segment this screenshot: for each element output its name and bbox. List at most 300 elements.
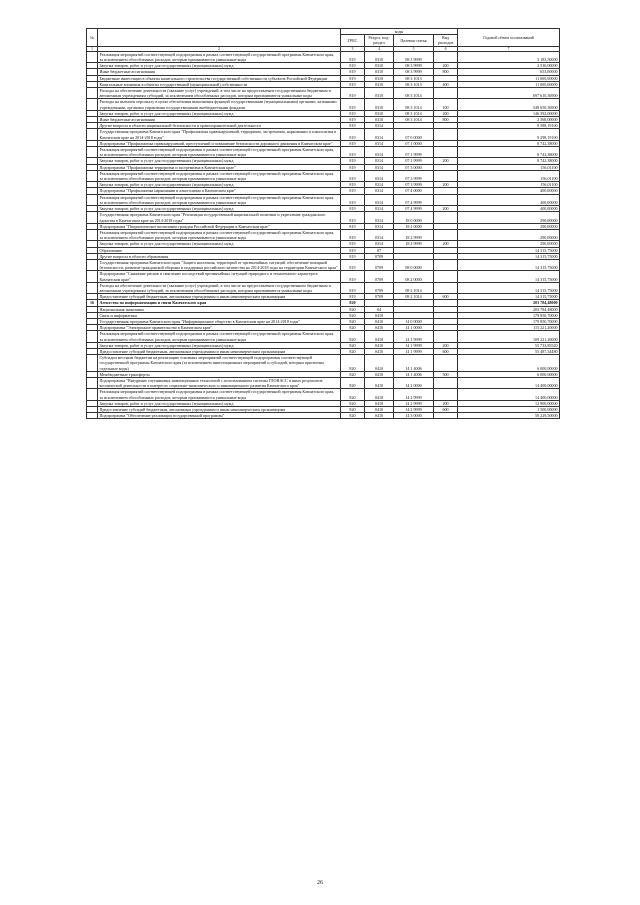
row-target-article: 08 3 9999 (394, 69, 434, 75)
row-expense-type: 200 (434, 206, 458, 212)
row-name: Подпрограмма "Обеспечение реализации государственной программы" (98, 413, 341, 419)
row-target-article: 14 1 9999 (394, 348, 434, 354)
row-number (87, 51, 98, 62)
row-amount: 203 784,48000 (458, 306, 560, 312)
row-target-article: 08 3 9999 (394, 63, 434, 69)
row-amount: 55 487,34480 (458, 348, 560, 354)
row-name: Предоставление субсидий бюджетным, автономным учреждениям и иным некоммерческим организациям (98, 294, 341, 300)
column-index: 3 (341, 46, 365, 51)
budget-table (86, 28, 560, 419)
row-grbs: 820 (341, 306, 365, 312)
row-grbs: 820 (341, 355, 365, 372)
row-expense-type (434, 170, 458, 181)
row-amount: 203 784,48000 (458, 300, 560, 306)
row-amount: 2 568,00000 (458, 117, 560, 123)
row-amount: 6 000,00000 (458, 355, 560, 372)
row-number (87, 194, 98, 205)
row-name: Предоставление субсидий бюджетным, автономным учреждениям и иным некоммерческим организациям (98, 348, 341, 354)
row-expense-type (434, 331, 458, 342)
row-name: Подпрограмма "Профилактика наркомании и алкоголизма в Камчатском крае" (98, 188, 341, 194)
row-target-article: 14 0 0000 (394, 318, 434, 324)
row-target-article: 14 1 4006 (394, 355, 434, 372)
row-razdel: 0310 (365, 99, 394, 110)
row-name: Бюджетные инвестиции в объекты капитального строительства государственной собственности субъектов Российской Федерации (98, 75, 341, 81)
column-index: 6 (434, 46, 458, 51)
row-grbs: 819 (341, 282, 365, 293)
row-grbs: 819 (341, 294, 365, 300)
row-grbs: 820 (341, 407, 365, 413)
row-expense-type: 200 (434, 110, 458, 116)
row-amount: 3 183,50000 (458, 51, 560, 62)
row-name: Расходы на обеспечение деятельности (оказание услуг) учреждений, в том числе на предоставление государственным бюджетным и автономным учреждениям субсидий, за исключением обособленных расходов, которым присваиваются уникальные коды (98, 282, 341, 293)
row-name: Закупка товаров, работ и услуг для государственных (муниципальных) нужд (98, 400, 341, 406)
row-target-article: 07 0 0000 (394, 129, 434, 140)
row-razdel: 0314 (365, 140, 394, 146)
row-target-article: 08 3 1013 (394, 75, 434, 81)
row-amount: 156,01100 (458, 182, 560, 188)
row-number (87, 259, 98, 270)
row-grbs: 819 (341, 170, 365, 181)
row-expense-type (434, 51, 458, 62)
row-name: Субсидии местным бюджетам на реализацию основных мероприятий соответствующей подпрограммы соответствующей государственной программы Камчатского края (за исключением инвестиционных мероприятий и субсидий, которым присвоены отдельные коды) (98, 355, 341, 372)
row-razdel: 0310 (365, 63, 394, 69)
row-razdel: 0410 (365, 407, 394, 413)
table-row (87, 282, 560, 293)
row-razdel: 0310 (365, 75, 394, 81)
row-expense-type: 200 (434, 182, 458, 188)
table-row (87, 147, 560, 158)
row-name: Капитальные вложения в объекты государственной (муниципальной) собственности (98, 81, 341, 87)
row-grbs: 819 (341, 164, 365, 170)
row-name: Закупка товаров, работ и услуг для государственных (муниципальных) нужд (98, 206, 341, 212)
table-row (87, 99, 560, 110)
row-name: Подпрограмма "Снижение рисков и смягчение последствий чрезвычайных ситуаций природного и техногенного характера в Камчатском крае" (98, 271, 341, 282)
row-name: Закупка товаров, работ и услуг для государственных (муниципальных) нужд (98, 110, 341, 116)
row-amount: 14 315,75000 (458, 247, 560, 253)
row-number (87, 355, 98, 372)
row-grbs: 819 (341, 182, 365, 188)
page-number: 26 (317, 880, 323, 886)
row-target-article: 07 4 9999 (394, 206, 434, 212)
row-grbs: 819 (341, 110, 365, 116)
row-razdel: 0410 (365, 400, 394, 406)
row-amount: 179 850,70000 (458, 318, 560, 324)
row-expense-type: 600 (434, 407, 458, 413)
row-number: 16 (87, 300, 98, 306)
row-amount: 548 650,36900 (458, 99, 560, 110)
row-grbs: 819 (341, 69, 365, 75)
row-name: Иные бюджетные ассигнования (98, 69, 341, 75)
row-name: Подпрограмма "Профилактика терроризма и экстремизма в Камчатском крае" (98, 164, 341, 170)
row-grbs: 820 (341, 371, 365, 377)
row-name: Закупка товаров, работ и услуг для государственных (муниципальных) нужд (98, 158, 341, 164)
row-expense-type: 600 (434, 294, 458, 300)
row-amount: 156,01100 (458, 170, 560, 181)
row-grbs: 819 (341, 123, 365, 129)
row-grbs: 819 (341, 259, 365, 270)
column-index: 2 (98, 46, 341, 51)
row-target-article: 07 1 9999 (394, 158, 434, 164)
row-amount: 290,00000 (458, 229, 560, 240)
row-expense-type (434, 282, 458, 293)
row-target-article: 18 2 9999 (394, 229, 434, 240)
row-name: Государственная программа Камчатского края "Защита населения, территорий от чрезвычайных ситуаций, обеспечение пожарной безопасности, развитие гражданской обороны и поддержка российского казачества на 2014-2018 годы на территории Камчатского края" (98, 259, 341, 270)
row-number (87, 229, 98, 240)
row-amount: 290,00000 (458, 223, 560, 229)
row-razdel: 0314 (365, 229, 394, 240)
row-razdel: 0314 (365, 170, 394, 181)
row-grbs: 819 (341, 63, 365, 69)
row-expense-type: 600 (434, 348, 458, 354)
table-row (87, 331, 560, 342)
row-razdel: 0310 (365, 110, 394, 116)
row-target-article: 14 1 9999 (394, 342, 434, 348)
row-razdel: 0410 (365, 389, 394, 400)
row-grbs: 819 (341, 75, 365, 81)
row-razdel: 0310 (365, 88, 394, 99)
row-expense-type: 200 (434, 158, 458, 164)
header-grbs: ГРБС (341, 35, 365, 46)
row-razdel: 0314 (365, 129, 394, 140)
row-target-article: 07 3 0000 (394, 164, 434, 170)
row-amount: 290,00000 (458, 241, 560, 247)
row-amount: 146 392,00000 (458, 110, 560, 116)
row-expense-type (434, 389, 458, 400)
row-grbs: 819 (341, 140, 365, 146)
table-row (87, 229, 560, 240)
row-name: Подпрограмма "Профилактика правонарушений, преступлений и повышение безопасности дорожного движения в Камчатском крае" (98, 140, 341, 146)
row-target-article: 14 1 4006 (394, 371, 434, 377)
row-amount: 11 000,00000 (458, 75, 560, 81)
row-expense-type: 200 (434, 63, 458, 69)
row-amount: 14 315,75000 (458, 294, 560, 300)
row-grbs: 819 (341, 229, 365, 240)
row-amount: 14 315,75000 (458, 253, 560, 259)
row-expense-type: 200 (434, 241, 458, 247)
row-target-article: 18 2 0000 (394, 223, 434, 229)
row-expense-type (434, 147, 458, 158)
row-grbs: 819 (341, 81, 365, 87)
row-grbs: 820 (341, 312, 365, 318)
row-amount: 179 850,70000 (458, 312, 560, 318)
row-razdel: 0310 (365, 51, 394, 62)
row-expense-type: 800 (434, 69, 458, 75)
header-target-article: Целевая статья (394, 35, 434, 46)
row-amount: 109 221,20000 (458, 331, 560, 342)
row-target-article: 14 1 9999 (394, 331, 434, 342)
row-amount: 14 315,75000 (458, 271, 560, 282)
row-razdel: 0709 (365, 294, 394, 300)
row-number (87, 212, 98, 223)
row-target-article: 08 3 1014 (394, 110, 434, 116)
row-name: Реализация мероприятий соответствующей подпрограммы в рамках соответствующей государственной программы Камчатского края, за исключением обособленных расходов, которым присваиваются уникальные коды (98, 331, 341, 342)
row-target-article: 07 3 9999 (394, 182, 434, 188)
row-expense-type (434, 129, 458, 140)
row-grbs: 819 (341, 253, 365, 259)
row-expense-type (434, 271, 458, 282)
row-amount: 9 298,19100 (458, 129, 560, 140)
row-number (87, 147, 98, 158)
row-expense-type: 800 (434, 117, 458, 123)
row-target-article: 07 3 9999 (394, 170, 434, 181)
row-grbs: 819 (341, 158, 365, 164)
row-target-article: 14 1 0000 (394, 325, 434, 331)
row-amount: 14 315,75000 (458, 282, 560, 293)
row-name: Образование (98, 247, 341, 253)
row-amount: 697 610,36900 (458, 88, 560, 99)
row-grbs: 820 (341, 325, 365, 331)
table-row (87, 355, 560, 372)
row-name: Реализация мероприятий соответствующей подпрограммы в рамках соответствующей государственной программы Камчатского края, за исключением обособленных расходов, которым присваиваются уникальные коды (98, 51, 341, 62)
header-number: № (87, 29, 98, 47)
row-number (87, 389, 98, 400)
row-name: Предоставление субсидий бюджетным, автономным учреждениям и иным некоммерческим организациям (98, 407, 341, 413)
row-name: Закупка товаров, работ и услуг для государственных (муниципальных) нужд (98, 342, 341, 348)
table-row (87, 212, 560, 223)
row-expense-type (434, 229, 458, 240)
row-target-article: 07 1 9999 (394, 147, 434, 158)
row-razdel: 0410 (365, 413, 394, 419)
header-amount: Годовой объем ассигнований (458, 29, 560, 47)
row-amount: 8 742,38000 (458, 147, 560, 158)
row-name: Расходы на выплаты персоналу в целях обеспечения выполнения функций государственными (муниципальными) органами, казенными учреждениями, органами управления государственными внебюджетными фондами (98, 99, 341, 110)
table-header-row (87, 29, 560, 35)
row-razdel: 0314 (365, 241, 394, 247)
row-razdel: 07 (365, 247, 394, 253)
row-expense-type: 500 (434, 371, 458, 377)
table-row (87, 413, 560, 419)
row-amount: 8 742,38000 (458, 140, 560, 146)
row-razdel: 0314 (365, 194, 394, 205)
row-amount: 6 000,00000 (458, 371, 560, 377)
table-row (87, 51, 560, 62)
row-razdel: 0310 (365, 69, 394, 75)
row-target-article: 08 3 1014 (394, 88, 434, 99)
row-razdel: 0314 (365, 164, 394, 170)
row-amount: 156,01100 (458, 164, 560, 170)
table-row (87, 170, 560, 181)
row-name: Реализация мероприятий соответствующей подпрограммы в рамках соответствующей государственной программы Камчатского края, за исключением обособленных расходов, которым присваиваются уникальные коды (98, 147, 341, 158)
column-index: 4 (365, 46, 394, 51)
row-razdel: 0410 (365, 312, 394, 318)
row-grbs: 820 (341, 400, 365, 406)
row-expense-type (434, 194, 458, 205)
row-razdel: 0709 (365, 253, 394, 259)
row-name: Агентство по информатизации и связи Камчатского края (98, 300, 341, 306)
row-grbs: 819 (341, 51, 365, 62)
row-expense-type (434, 259, 458, 270)
header-codes: коды (341, 29, 458, 35)
table-row (87, 389, 560, 400)
row-number (87, 282, 98, 293)
row-target-article: 14 2 9999 (394, 389, 434, 400)
row-expense-type (434, 355, 458, 372)
row-number (87, 88, 98, 99)
row-name: Государственная программа Камчатского края "Реализация государственной национальной политики и укрепление гражданского единства в Камчатском крае на 2014-2018 годы" (98, 212, 341, 223)
row-grbs: 819 (341, 129, 365, 140)
row-amount: 50 229,50000 (458, 413, 560, 419)
row-grbs: 819 (341, 88, 365, 99)
row-target-article: 07 4 9999 (394, 194, 434, 205)
row-grbs: 819 (341, 212, 365, 223)
row-amount: 653,00000 (458, 69, 560, 75)
row-amount: 1 500,00000 (458, 407, 560, 413)
row-amount: 115 221,20000 (458, 325, 560, 331)
row-name: Подпрограмма "Внедрение спутниковых навигационных технологий с использованием системы ГЛОНАСС и иных результатов космической деятельности в интересах социально-экономического и инновационного развития Камчатского края" (98, 377, 341, 388)
row-name: Государственная программа Камчатского края "Информационное общество в Камчатском крае на 2014-2018 годы" (98, 318, 341, 324)
row-target-article: 08 3 9999 (394, 51, 434, 62)
row-razdel: 0314 (365, 223, 394, 229)
table-row (87, 271, 560, 282)
row-amount: 14 400,00000 (458, 377, 560, 388)
row-amount: 9 588,19100 (458, 123, 560, 129)
row-grbs: 820 (341, 342, 365, 348)
row-grbs: 819 (341, 223, 365, 229)
row-name: Закупка товаров, работ и услуг для государственных (муниципальных) нужд (98, 182, 341, 188)
table-row (87, 88, 560, 99)
row-number (87, 170, 98, 181)
row-number (87, 413, 98, 419)
row-target-article: 08 2 1014 (394, 294, 434, 300)
header-name (98, 29, 341, 47)
row-razdel: 0310 (365, 117, 394, 123)
row-target-article: 08 3 1014 (394, 117, 434, 123)
row-amount: 400,00000 (458, 206, 560, 212)
row-name: Закупка товаров, работ и услуг для государственных (муниципальных) нужд (98, 63, 341, 69)
row-target-article: 08 0 0000 (394, 259, 434, 270)
row-grbs: 819 (341, 99, 365, 110)
row-target-article: 08 2 1014 (394, 282, 434, 293)
row-razdel: 0314 (365, 147, 394, 158)
row-amount: 11 000,00000 (458, 81, 560, 87)
row-name: Иные бюджетные ассигнования (98, 117, 341, 123)
budget-table-sheet (86, 28, 559, 419)
row-amount: 290,00000 (458, 212, 560, 223)
column-index: 7 (458, 46, 560, 51)
row-name: Реализация мероприятий соответствующей подпрограммы в рамках соответствующей государственной программы Камчатского края, за исключением обособленных расходов, которым присваиваются уникальные коды (98, 389, 341, 400)
row-razdel: 0314 (365, 123, 394, 129)
row-name: Закупка товаров, работ и услуг для государственных (муниципальных) нужд (98, 241, 341, 247)
row-razdel: 0410 (365, 331, 394, 342)
row-grbs: 819 (341, 188, 365, 194)
row-name: Национальная экономика (98, 306, 341, 312)
row-target-article: 14 3 0000 (394, 413, 434, 419)
row-amount: 14 400,00000 (458, 389, 560, 400)
row-name: Реализация мероприятий соответствующей подпрограммы в рамках соответствующей государственной программы Камчатского края, за исключением обособленных расходов, которым присваиваются уникальные коды (98, 229, 341, 240)
row-razdel: 0709 (365, 259, 394, 270)
row-grbs: 819 (341, 117, 365, 123)
row-target-article: 08 3 1013 (394, 81, 434, 87)
row-razdel: 0314 (365, 158, 394, 164)
row-name: Реализация мероприятий соответствующей подпрограммы в рамках соответствующей государственной программы Камчатского края, за исключением обособленных расходов, которым присваиваются уникальные коды (98, 194, 341, 205)
row-amount: 2 530,00000 (458, 63, 560, 69)
row-razdel: 0410 (365, 318, 394, 324)
row-expense-type (434, 413, 458, 419)
row-razdel: 0410 (365, 371, 394, 377)
row-number (87, 331, 98, 342)
row-amount: 14 315,75000 (458, 259, 560, 270)
row-name: Другие вопросы в области образования (98, 253, 341, 259)
row-grbs: 819 (341, 194, 365, 205)
row-expense-type (434, 212, 458, 223)
row-grbs: 819 (341, 271, 365, 282)
row-grbs: 820 (341, 389, 365, 400)
row-razdel: 0310 (365, 81, 394, 87)
row-razdel: 0410 (365, 355, 394, 372)
table-row (87, 259, 560, 270)
row-target-article: 14 2 0000 (394, 377, 434, 388)
row-name: Другие вопросы в области национальной безопасности и правоохранительной деятельности (98, 123, 341, 129)
row-name: Расходы на обеспечение деятельности (оказание услуг) учреждений, в том числе на предоставление государственным бюджетным и автономным учреждениям субсидий, за исключением обособленных расходов, которым присваиваются уникальные коды (98, 88, 341, 99)
row-razdel: 0709 (365, 282, 394, 293)
row-amount: 12 900,00000 (458, 400, 560, 406)
row-razdel: 0314 (365, 206, 394, 212)
row-target-article: 08 2 0000 (394, 271, 434, 282)
table-row (87, 129, 560, 140)
row-amount: 400,00000 (458, 188, 560, 194)
row-number (87, 99, 98, 110)
row-target-article: 08 3 1014 (394, 99, 434, 110)
row-razdel: 0709 (365, 271, 394, 282)
row-razdel: 0314 (365, 188, 394, 194)
row-target-article: 07 4 0000 (394, 188, 434, 194)
row-amount: 400,00000 (458, 194, 560, 205)
row-name: Межбюджетные трансферты (98, 371, 341, 377)
header-expense-type: Вид расходов (434, 35, 458, 46)
row-razdel: 0410 (365, 377, 394, 388)
row-name: Подпрограмма "Электронное правительство в Камчатском крае" (98, 325, 341, 331)
row-expense-type: 200 (434, 400, 458, 406)
row-expense-type: 200 (434, 342, 458, 348)
row-number (87, 377, 98, 388)
row-expense-type: 100 (434, 99, 458, 110)
row-expense-type (434, 377, 458, 388)
row-grbs: 820 (341, 318, 365, 324)
row-number (87, 271, 98, 282)
row-grbs: 819 (341, 247, 365, 253)
row-razdel: 0314 (365, 212, 394, 223)
row-expense-type: 400 (434, 81, 458, 87)
row-grbs: 819 (341, 241, 365, 247)
row-grbs: 819 (341, 206, 365, 212)
row-grbs: 820 (341, 413, 365, 419)
table-body (87, 51, 560, 419)
column-index: 1 (87, 46, 98, 51)
row-razdel: 0410 (365, 348, 394, 354)
row-grbs: 820 (341, 331, 365, 342)
row-grbs: 820 (341, 300, 365, 306)
row-amount: 8 742,38000 (458, 158, 560, 164)
row-target-article: 18 2 9999 (394, 241, 434, 247)
table-row (87, 194, 560, 205)
column-index: 5 (394, 46, 434, 51)
row-razdel: 0314 (365, 182, 394, 188)
row-grbs: 820 (341, 377, 365, 388)
row-number (87, 129, 98, 140)
row-amount: 53 733,85520 (458, 342, 560, 348)
row-grbs: 819 (341, 147, 365, 158)
row-target-article: 07 1 0000 (394, 140, 434, 146)
row-razdel: 0410 (365, 342, 394, 348)
table-row (87, 377, 560, 388)
header-razdel: Раздел, под-раздел (365, 35, 394, 46)
row-target-article: 14 2 9999 (394, 407, 434, 413)
row-name: Государственная программа Камчатского края "Профилактика правонарушений, терроризма, экстремизма, наркомании и алкоголизма в Камчатском крае на 2014-2018 годы" (98, 129, 341, 140)
row-target-article: 18 0 0000 (394, 212, 434, 223)
row-razdel: 0410 (365, 325, 394, 331)
row-razdel: 04 (365, 306, 394, 312)
row-name: Реализация мероприятий соответствующей подпрограммы в рамках соответствующей государственной программы Камчатского края, за исключением обособленных расходов, которым присваиваются уникальные коды (98, 170, 341, 181)
